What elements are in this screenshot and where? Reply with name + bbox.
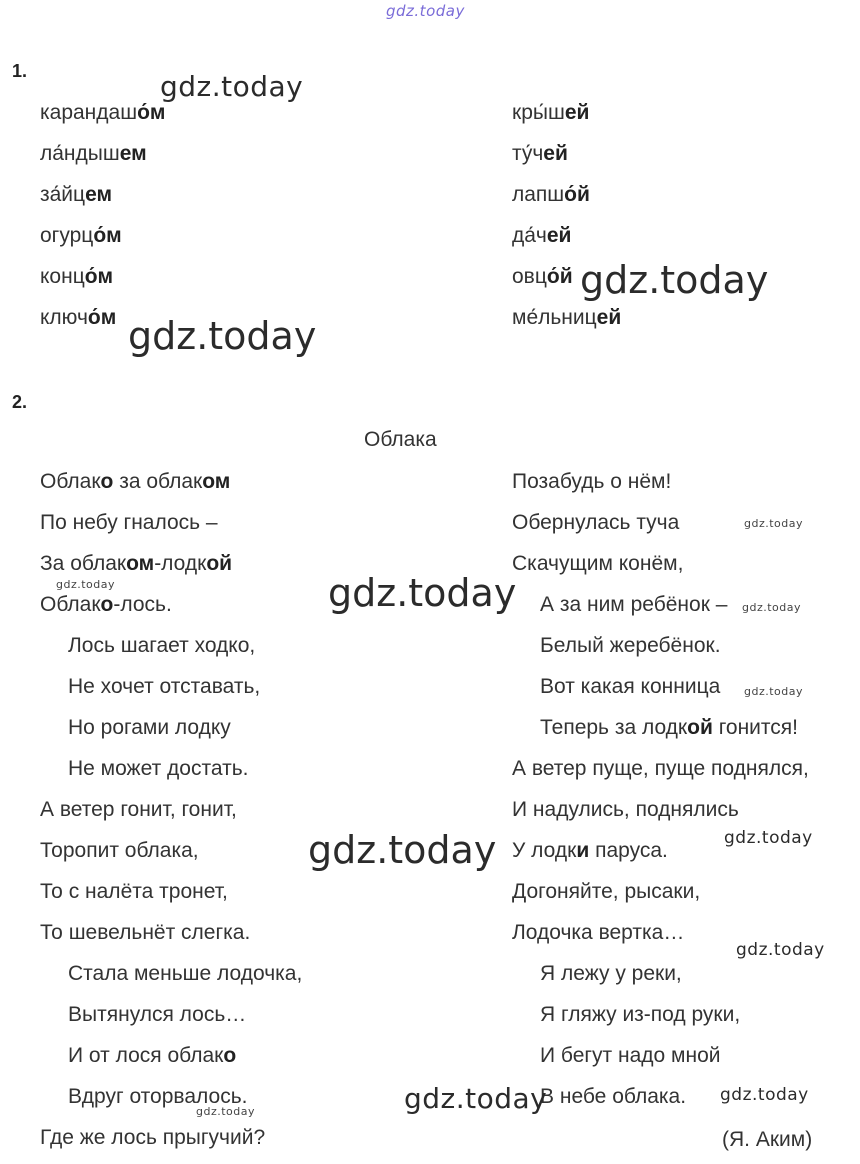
poem-line-left-2: По небу гналось – bbox=[40, 511, 218, 534]
poem-line-left-17: Где же лось прыгучий? bbox=[40, 1126, 266, 1149]
poem-line-left-7: Но рогами лодку bbox=[68, 716, 231, 739]
word-right-2: ту́чей bbox=[512, 142, 568, 165]
poem-line-right-6: Вот какая конница bbox=[540, 675, 721, 698]
poem-line-left-15: И от лося облако bbox=[68, 1044, 237, 1067]
poem-line-right-10: У лодки паруса. bbox=[512, 839, 668, 862]
word-right-3: лапшо́й bbox=[512, 183, 590, 206]
word-left-1: карандашо́м bbox=[40, 101, 166, 124]
poem-line-left-1: Облако за облаком bbox=[40, 470, 231, 493]
word-right-6: ме́льницей bbox=[512, 306, 622, 329]
poem-line-right-15: И бегут надо мной bbox=[540, 1044, 721, 1067]
watermark-5: gdz.today bbox=[56, 578, 116, 591]
watermark-1: gdz.today bbox=[160, 70, 304, 103]
poem-line-left-5: Лось шагает ходко, bbox=[68, 634, 256, 657]
poem-line-right-8: А ветер пуще, пуще поднялся, bbox=[512, 757, 809, 780]
poem-line-left-16: Вдруг оторвалось. bbox=[68, 1085, 248, 1108]
watermark-11: gdz.today bbox=[736, 940, 825, 960]
poem-line-right-1: Позабудь о нём! bbox=[512, 470, 672, 493]
watermark-6: gdz.today bbox=[328, 571, 517, 615]
poem-line-left-3: За облаком-лодкой bbox=[40, 552, 233, 575]
watermark-2: gdz.today bbox=[580, 258, 769, 302]
watermark-4: gdz.today bbox=[744, 517, 804, 530]
poem-line-right-11: Догоняйте, рысаки, bbox=[512, 880, 701, 903]
watermark-9: gdz.today bbox=[724, 828, 813, 848]
word-right-4: да́чей bbox=[512, 224, 572, 247]
poem-line-right-12: Лодочка вертка… bbox=[512, 921, 685, 944]
watermark-7: gdz.today bbox=[742, 601, 802, 614]
exercise-number-2: 2. bbox=[12, 392, 28, 412]
poem-line-right-13: Я лежу у реки, bbox=[540, 962, 682, 985]
poem-line-left-4: Облако-лось. bbox=[40, 593, 172, 616]
word-left-4: огурцо́м bbox=[40, 224, 122, 247]
watermark-13: gdz.today bbox=[720, 1085, 809, 1105]
poem-line-right-3: Скачущим конём, bbox=[512, 552, 684, 575]
watermark-8: gdz.today bbox=[744, 685, 804, 698]
watermark-12: gdz.today bbox=[404, 1082, 548, 1115]
watermark-3: gdz.today bbox=[128, 314, 317, 358]
poem-line-left-6: Не хочет отставать, bbox=[68, 675, 261, 698]
poem-line-right-2: Обернулась туча bbox=[512, 511, 680, 534]
poem-line-left-12: То шевельнёт слегка. bbox=[40, 921, 251, 944]
poem-line-right-9: И надулись, поднялись bbox=[512, 798, 739, 821]
poem-author: (Я. Аким) bbox=[722, 1128, 813, 1151]
top-watermark: gdz.today bbox=[386, 2, 465, 20]
word-right-1: кры́шей bbox=[512, 101, 590, 124]
poem-line-left-8: Не может достать. bbox=[68, 757, 249, 780]
poem-line-left-11: То с налёта тронет, bbox=[40, 880, 228, 903]
poem-title: Облака bbox=[364, 428, 437, 451]
word-left-3: за́йцем bbox=[40, 183, 113, 206]
word-right-5: овцо́й bbox=[512, 265, 573, 288]
poem-line-right-7: Теперь за лодкой гонится! bbox=[540, 716, 799, 739]
watermark-10: gdz.today bbox=[308, 828, 497, 872]
exercise-number-1: 1. bbox=[12, 61, 28, 81]
poem-line-left-9: А ветер гонит, гонит, bbox=[40, 798, 237, 821]
watermark-14: gdz.today bbox=[196, 1105, 256, 1118]
word-left-5: концо́м bbox=[40, 265, 114, 288]
poem-line-left-13: Стала меньше лодочка, bbox=[68, 962, 303, 985]
poem-line-left-10: Торопит облака, bbox=[40, 839, 199, 862]
poem-line-right-5: Белый жеребёнок. bbox=[540, 634, 721, 657]
word-left-2: ла́ндышем bbox=[40, 142, 147, 165]
poem-line-right-14: Я гляжу из-под руки, bbox=[540, 1003, 741, 1026]
poem-line-right-4: А за ним ребёнок – bbox=[540, 593, 728, 616]
word-left-6: ключо́м bbox=[40, 306, 117, 329]
poem-line-right-16: В небе облака. bbox=[540, 1085, 687, 1108]
poem-line-left-14: Вытянулся лось… bbox=[68, 1003, 247, 1026]
